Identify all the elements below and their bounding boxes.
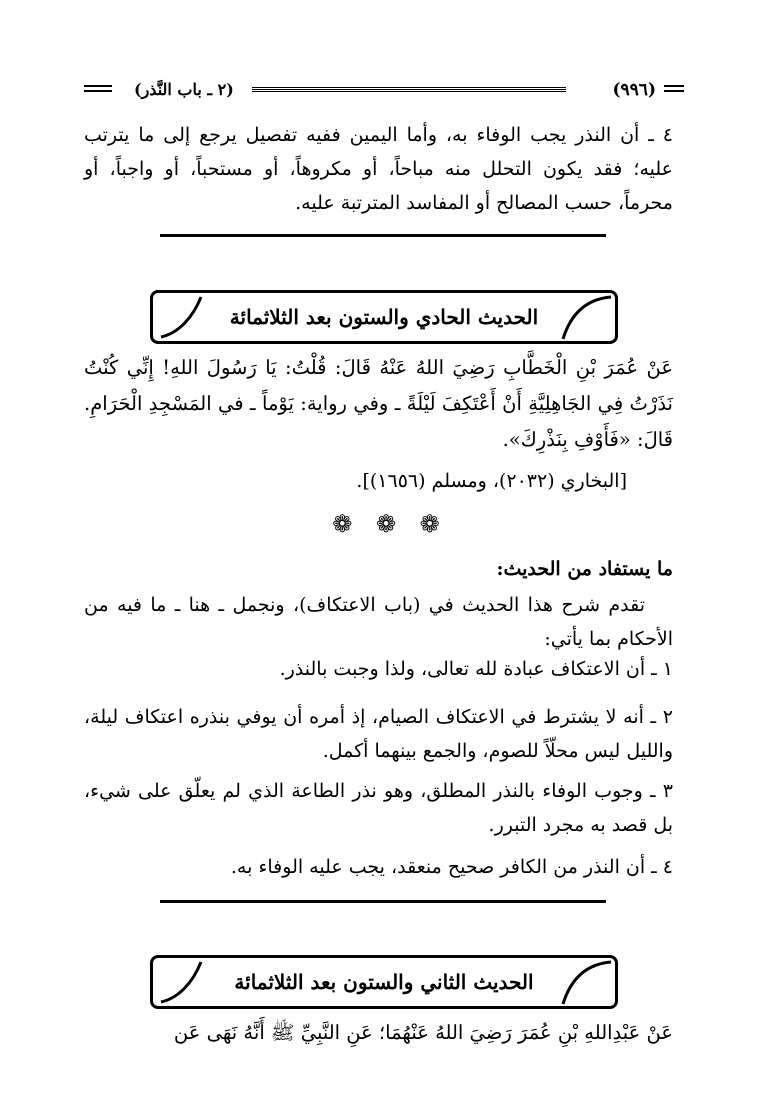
header-rule-right: [664, 85, 684, 92]
list-item: ٢ ـ أنه لا يشترط في الاعتكاف الصيام، إذ أمره أن يوفي بنذره اعتكاف ليلة، والليل ليس محلّاً للصوم، والجمع بينهما أكمل.: [84, 706, 673, 762]
header-rule-middle: [252, 87, 566, 93]
list-item: ٣ ـ وجوب الوفاء بالنذر المطلق، وهو نذر الطاعة الذي لم يعلّق على شيء، بل قصد به مجرد التبرر.: [84, 780, 673, 836]
section-divider: [160, 234, 606, 237]
list-item: ١ ـ أن الاعتكاف عبادة لله تعالى، ولذا وجبت بالنذر.: [279, 658, 673, 680]
section-heading: ما يستفاد من الحديث:: [496, 558, 673, 580]
badge-corner-ornament: [557, 293, 615, 341]
list-item: ٤ ـ أن النذر يجب الوفاء به، وأما اليمين ففيه تفصيل يرجع إلى ما يترتب عليه؛ فقد يكون التحلل منه مباحاً، أو مكروهاً، أو مستحباً، أو واجباً، أو محرماً، حسب المصالح أو المفاسد المترتبة عليه.: [84, 124, 673, 214]
hadith-title: الحديث الثاني والستون بعد الثلاثمائة: [234, 970, 534, 994]
header-rule-left: [84, 85, 112, 92]
section-divider: [160, 900, 606, 903]
hadith-title: الحديث الحادي والستون بعد الثلاثمائة: [229, 305, 539, 329]
hadith-text: عَنْ عَبْدِاللهِ بْنِ عُمَرَ رَضِيَ اللهُ عَنْهُمَا؛ عَنِ النَّبِيِّ ﷺ أَنَّهُ نَهَى عَن: [173, 1021, 673, 1044]
hadith-source: [البخاري (٢٠٣٢)، ومسلم (١٦٥٦)].: [356, 470, 627, 492]
hadith-title-badge: [150, 955, 618, 1009]
chapter-title: (٢ ـ باب النَّذر): [134, 80, 234, 99]
badge-corner-ornament: [557, 958, 615, 1006]
intro-paragraph: تقدم شرح هذا الحديث في (باب الاعتكاف)، ونجمل ـ هنا ـ ما فيه من الأحكام بما يأتي:: [84, 594, 673, 650]
list-item: ٤ ـ أن النذر من الكافر صحيح منعقد، يجب عليه الوفاء به.: [230, 856, 673, 878]
ornament-separator: ❁ ❁ ❁: [332, 510, 448, 538]
badge-corner-ornament: [153, 293, 211, 341]
hadith-title-badge: [150, 290, 618, 344]
badge-corner-ornament: [153, 958, 211, 1006]
hadith-text: عَنْ عُمَرَ بْنِ الْخَطَّابِ رَضِيَ اللهُ عَنْهُ قَالَ: قُلْتُ: يَا رَسُولَ اللهِ! إِنِّي كُنْتُ نَذَرْتُ فِي الجَاهِلِيَّةِ أَنْ أَعْتَكِفَ لَيْلَةً ـ وفي رواية: يَوْماً ـ في المَسْجِدِ الْحَرَامِ. قَالَ: «فَأَوْفِ بِنَذْرِكَ».: [84, 356, 673, 451]
page-number: (٩٩٦): [612, 80, 656, 100]
running-header: [84, 75, 684, 105]
